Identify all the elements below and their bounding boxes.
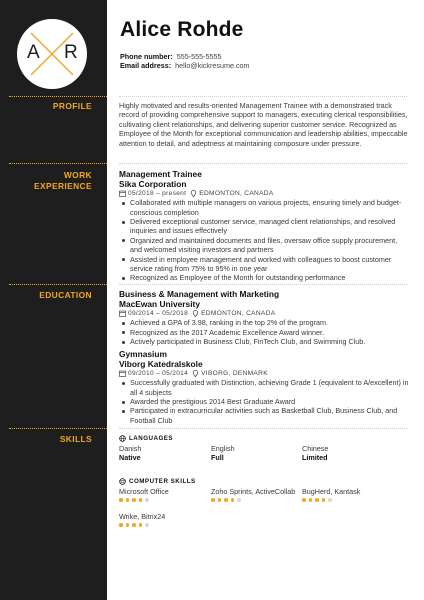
- list-item: Collaborated with multiple managers on various projects, ensuring timely and budget-conscious completion: [119, 198, 411, 217]
- rating-dot-filled: [315, 498, 319, 502]
- profile-divider: [119, 96, 407, 97]
- degree-title: Gymnasium: [119, 349, 167, 359]
- email-label: Email address:: [120, 61, 172, 70]
- language-level: Full: [211, 453, 224, 463]
- education-meta: [119, 309, 411, 318]
- rating-dot-empty: [145, 498, 149, 502]
- rating-dot-filled: [218, 498, 222, 502]
- section-label-skills: SKILLS: [59, 434, 92, 444]
- job-bullets: [119, 198, 411, 283]
- computer-skill-name: BugHerd, Kantask: [302, 487, 361, 496]
- work-divider: [119, 163, 407, 164]
- computer-skill-name: Zoho Sprints, ActiveCollab: [211, 487, 296, 496]
- list-item: Participated in extracurricular activities such as Basketball Club, Business Club, and Football Club: [119, 406, 411, 425]
- section-label-education: EDUCATION: [39, 290, 92, 300]
- rating-dot-filled: [231, 498, 235, 502]
- work-entry: [119, 170, 411, 283]
- list-item: Delivered exceptional customer service, managed client relationships, and resolved inquiries and issues effectively: [119, 217, 411, 236]
- initial-first: A: [27, 42, 40, 63]
- section-label-work: [0, 170, 92, 192]
- computer-skills-label: COMPUTER SKILLS: [129, 478, 196, 485]
- rating-dot-filled: [132, 523, 136, 527]
- education-bullets: [119, 318, 411, 346]
- rating-dot-filled: [302, 498, 306, 502]
- section-label-profile: PROFILE: [52, 101, 92, 111]
- sidebar: [0, 0, 107, 600]
- language-item: [211, 444, 235, 463]
- degree-title: Business & Management with Marketing: [119, 289, 280, 299]
- language-name: English: [211, 444, 235, 453]
- languages-heading: [119, 435, 173, 442]
- location-pin-icon: [192, 310, 199, 317]
- job-dates: 05/2018 – present: [128, 190, 187, 198]
- phone-value: 555-555-5555: [176, 52, 222, 61]
- email-value[interactable]: hello@kickresume.com: [175, 61, 250, 70]
- school: MacEwan University: [119, 298, 200, 309]
- list-item: Actively participated in Business Club, FinTech Club, and Swimming Club.: [119, 337, 411, 346]
- phone-label: Phone number:: [120, 52, 173, 61]
- education-dates: 09/2010 – 05/2014: [128, 370, 189, 378]
- computer-skill-item: [211, 487, 295, 502]
- computer-skill-name: Microsoft Office: [119, 487, 169, 496]
- computer-skills-heading: [119, 478, 196, 485]
- languages-label: LANGUAGES: [129, 435, 174, 442]
- computer-skill-name: Wrike, Bitrix24: [119, 512, 166, 521]
- profile-rule: [9, 96, 107, 97]
- education-meta: [119, 369, 411, 378]
- rating-dot-empty: [237, 498, 241, 502]
- skills-rule: [9, 428, 107, 429]
- language-name: Chinese: [302, 444, 329, 453]
- education-location: EDMONTON, CANADA: [201, 310, 276, 318]
- calendar-icon: [119, 190, 126, 197]
- education-divider: [119, 284, 407, 285]
- skill-rating-dots: [302, 498, 360, 502]
- education-entry: [119, 350, 411, 425]
- language-item: [119, 444, 141, 463]
- language-item: [302, 444, 328, 463]
- rating-dot-filled: [322, 498, 326, 502]
- education-bullets: [119, 378, 411, 425]
- work-rule: [9, 163, 107, 164]
- location-pin-icon: [192, 370, 199, 377]
- skill-rating-dots: [119, 523, 165, 527]
- education-location: VIBORG, DENMARK: [201, 370, 268, 378]
- education-dates: 09/2014 – 05/2018: [128, 310, 189, 318]
- job-title: Management Trainee: [119, 169, 202, 179]
- rating-dot-filled: [139, 498, 143, 502]
- language-level: Native: [119, 453, 141, 463]
- computer-skill-item: [119, 487, 169, 502]
- skill-rating-dots: [119, 498, 169, 502]
- skill-rating-dots: [211, 498, 295, 502]
- computer-skill-item: [119, 512, 165, 527]
- rating-dot-empty: [145, 523, 149, 527]
- calendar-icon: [119, 310, 126, 317]
- list-item: Achieved a GPA of 3.98, ranking in the top 2% of the program.: [119, 318, 411, 327]
- computer-skill-item: [302, 487, 360, 502]
- education-rule: [9, 284, 107, 285]
- rating-dot-filled: [126, 523, 130, 527]
- rating-dot-filled: [211, 498, 215, 502]
- job-location: EDMONTON, CANADA: [199, 190, 274, 198]
- section-label-work-line1: WORK: [63, 170, 92, 180]
- list-item: Assisted in employee management and worked with colleagues to boost customer service rating from 75% to 95% in one year: [119, 255, 411, 274]
- initial-last: R: [64, 42, 78, 63]
- globe-icon: [119, 435, 126, 442]
- education-entry: [119, 290, 411, 346]
- candidate-name: Alice Rohde: [120, 18, 244, 41]
- list-item: Organized and maintained documents and files, oversaw office supply procurement, and welcomed visiting investors and partners: [119, 236, 411, 255]
- avatar: [17, 19, 87, 89]
- language-name: Danish: [119, 444, 142, 453]
- list-item: Recognized as Employee of the Month for outstanding performance: [119, 273, 411, 282]
- list-item: Successfully graduated with Distinction, achieving Grade 1 (equivalent to A/excellent) in all 4 subjects: [119, 378, 411, 397]
- job-meta: [119, 189, 411, 198]
- rating-dot-filled: [309, 498, 313, 502]
- language-level: Limited: [302, 453, 328, 463]
- rating-dot-filled: [132, 498, 136, 502]
- rating-dot-empty: [328, 498, 332, 502]
- rating-dot-filled: [139, 523, 143, 527]
- section-label-work-line2: EXPERIENCE: [34, 181, 92, 191]
- monitor-icon: [119, 478, 126, 485]
- contact-email: [120, 61, 250, 70]
- contact-phone: [120, 52, 221, 61]
- location-pin-icon: [190, 190, 197, 197]
- rating-dot-filled: [119, 498, 123, 502]
- list-item: Recognized as the 2017 Academic Excellence Award winner.: [119, 328, 411, 337]
- skills-divider: [119, 428, 407, 429]
- rating-dot-filled: [224, 498, 228, 502]
- profile-summary: Highly motivated and results-oriented Management Trainee with a demonstrated track record of providing comprehensive support to managers, executing clerical responsibilities, cultivating client relationships, and delivering superior customer service. Recognized as Employee of the Month for exceptional communication and leadership abilities, impeccable attention to detail, and adeptness at maintaining composure under pressure.: [119, 101, 408, 148]
- school: Viborg Katedralskole: [119, 358, 203, 369]
- calendar-icon: [119, 370, 126, 377]
- rating-dot-filled: [119, 523, 123, 527]
- employer: Sika Corporation: [119, 178, 187, 189]
- list-item: Awarded the prestigious 2014 Best Graduate Award: [119, 397, 411, 406]
- rating-dot-filled: [126, 498, 130, 502]
